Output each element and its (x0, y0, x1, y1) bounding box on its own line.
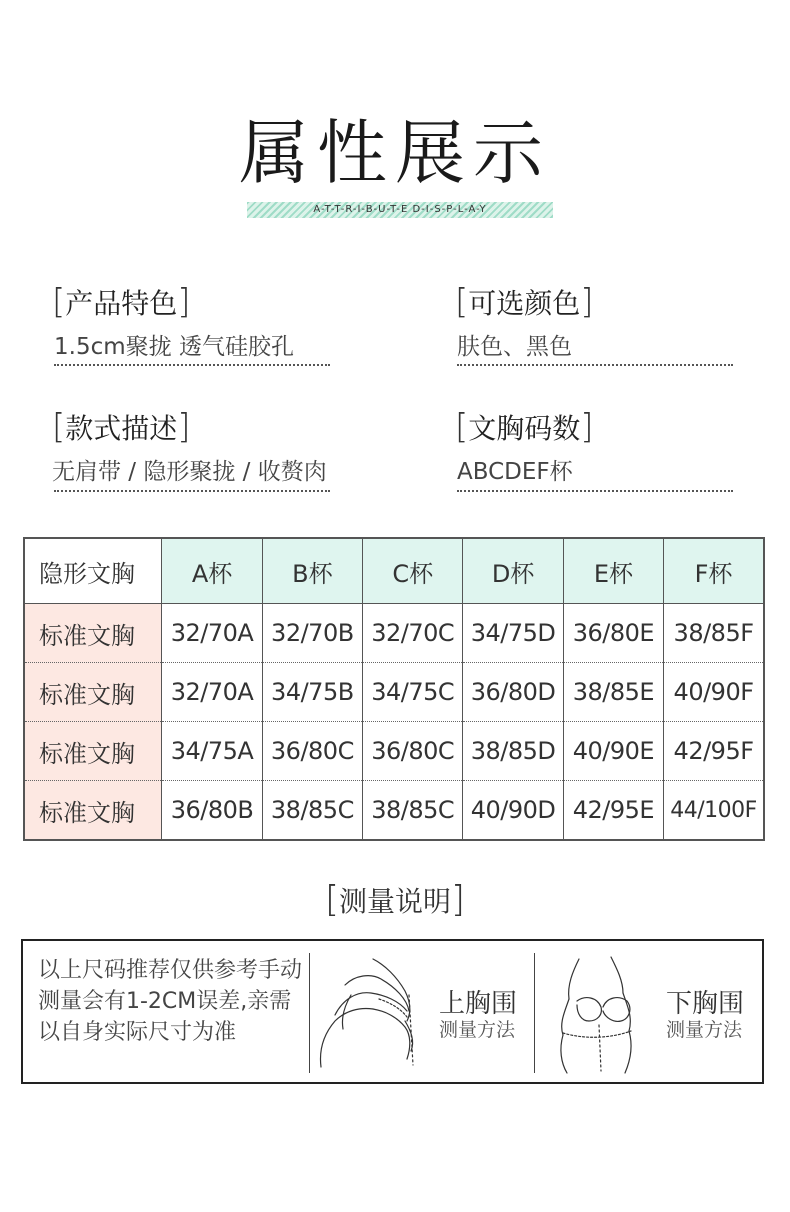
upper-bust-sub: 测量方法 (439, 1019, 516, 1041)
table-cell: 36/80D (463, 663, 563, 722)
table-cell: 38/85F (664, 604, 764, 663)
table-cell: 40/90D (463, 781, 563, 841)
table-cell: 32/70A (162, 663, 262, 722)
attr-label: 款式描述 (65, 412, 178, 445)
table-cell: 42/95E (563, 781, 663, 841)
table-cell: 38/85E (563, 663, 663, 722)
divider (309, 953, 310, 1073)
lower-bust-label: 下胸围 (666, 989, 745, 1019)
table-corner-cell: 隐形文胸 (24, 538, 162, 604)
attr-label: 可选颜色 (468, 287, 581, 320)
attr-heading-style: [款式描述] (52, 407, 191, 447)
table-cell: 34/75D (463, 604, 563, 663)
row-header: 标准文胸 (24, 781, 162, 841)
attr-heading-colors: [可选颜色] (455, 282, 594, 322)
column-header: D杯 (463, 538, 563, 604)
table-cell: 36/80C (363, 722, 463, 781)
lower-bust-sub: 测量方法 (666, 1019, 743, 1041)
column-header: E杯 (563, 538, 663, 604)
table-cell: 36/80C (262, 722, 362, 781)
table-cell: 44/100F (664, 781, 764, 841)
table-cell: 40/90F (664, 663, 764, 722)
size-table (23, 537, 765, 841)
attr-label: 产品特色 (65, 287, 178, 320)
table-cell: 36/80B (162, 781, 262, 841)
table-row (24, 663, 764, 722)
row-header: 标准文胸 (24, 604, 162, 663)
row-header: 标准文胸 (24, 722, 162, 781)
table-header-row (24, 538, 764, 604)
attr-value-features: 1.5cm聚拢 透气硅胶孔 (54, 334, 294, 360)
attr-label: 文胸码数 (468, 412, 581, 445)
table-cell: 34/75C (363, 663, 463, 722)
table-row (24, 604, 764, 663)
attr-heading-sizes: [文胸码数] (455, 407, 594, 447)
table-row (24, 781, 764, 841)
table-cell: 40/90E (563, 722, 663, 781)
page-title: 属性展示 (239, 112, 551, 194)
divider (54, 364, 330, 366)
column-header: C杯 (363, 538, 463, 604)
upper-bust-illustration (315, 955, 427, 1075)
divider (54, 490, 330, 492)
table-cell: 38/85C (262, 781, 362, 841)
table-cell: 32/70B (262, 604, 362, 663)
table-cell: 32/70A (162, 604, 262, 663)
table-cell: 32/70C (363, 604, 463, 663)
attr-value-style: 无肩带 / 隐形聚拢 / 收赘肉 (52, 459, 327, 485)
table-cell: 36/80E (563, 604, 663, 663)
table-cell: 38/85D (463, 722, 563, 781)
column-header: F杯 (664, 538, 764, 604)
measure-panel (21, 939, 764, 1084)
divider (457, 490, 733, 492)
attr-value-sizes: ABCDEF杯 (457, 459, 573, 485)
lower-bust-illustration (543, 955, 659, 1075)
table-cell: 38/85C (363, 781, 463, 841)
page-subtitle-banner: A-T-T-R-I-B-U-T-E D-I-S-P-L-A-Y (247, 202, 553, 218)
column-header: A杯 (162, 538, 262, 604)
table-cell: 34/75B (262, 663, 362, 722)
measure-title: 测量说明 (338, 885, 451, 918)
measure-heading: [测量说明] (324, 879, 466, 920)
attr-heading-features: [产品特色] (52, 282, 191, 322)
table-row (24, 722, 764, 781)
table-cell: 42/95F (664, 722, 764, 781)
measure-note: 以上尺码推荐仅供参考手动测量会有1-2CM误差,亲需以自身实际尺寸为准 (38, 958, 303, 1045)
upper-bust-label: 上胸围 (439, 989, 518, 1019)
table-cell: 34/75A (162, 722, 262, 781)
attr-value-colors: 肤色、黑色 (457, 334, 572, 360)
divider (457, 364, 733, 366)
row-header: 标准文胸 (24, 663, 162, 722)
divider (534, 953, 535, 1073)
column-header: B杯 (262, 538, 362, 604)
